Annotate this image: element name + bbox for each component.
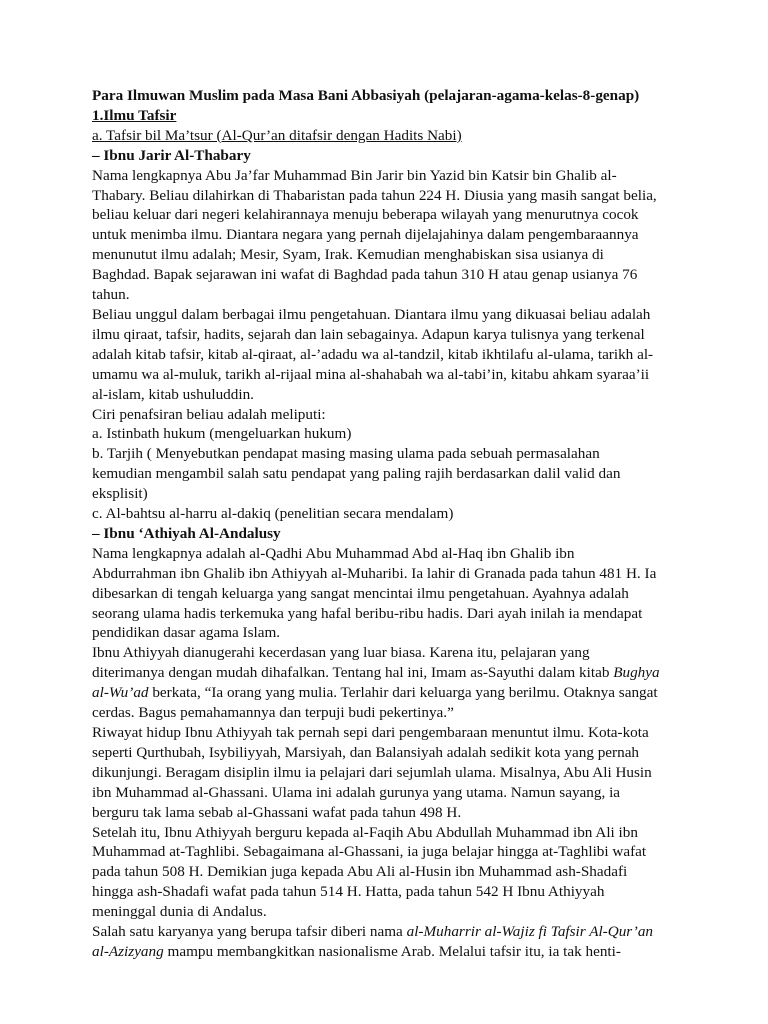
text-line: Abdurrahman ibn Ghalib ibn Athiyyah al-Muharibi. Ia lahir di Granada pada tahun 481 H. Ia xyxy=(92,564,657,582)
text-line: Riwayat hidup Ibnu Athiyyah tak pernah sepi dari pengembaraan menuntut ilmu. Kota-kota xyxy=(92,724,649,741)
text-line: Beliau unggul dalam berbagai ilmu pengetahuan. Diantara ilmu yang dikuasai beliau adalah xyxy=(92,305,651,323)
text-line: meninggal dunia di Andalus. xyxy=(92,903,267,921)
text-fragment: Salah satu karyanya yang berupa tafsir diberi nama xyxy=(92,923,407,941)
text-line: kemudian mengambil salah satu pendapat yang paling rajih berdasarkan dalil valid dan xyxy=(92,465,621,483)
document-title: Para Ilmuwan Muslim pada Masa Bani Abbasiyah (pelajaran-agama-kelas-8-genap) xyxy=(92,87,640,104)
text-line: dikunjungi. Beragam disiplin ilmu ia pelajari dari sejumlah ulama. Misalnya, Abu Ali Husin xyxy=(92,763,652,781)
text-fragment: berkata, “Ia orang yang mulia. Terlahir dari keluarga yang berilmu. Otaknya sangat xyxy=(148,684,658,702)
text-line: dibesarkan di tengah keluarga yang sangat mencintai ilmu pengetahuan. Ayahnya adalah xyxy=(92,584,629,602)
book-title-wuad: al-Wu’ad xyxy=(92,684,149,702)
text-line: ibn Muhammad al-Ghassani. Ulama ini adalah gurunya yang utama. Namun sayang, ia xyxy=(92,783,621,801)
athiyah-body xyxy=(92,544,682,962)
text-line: Nama lengkapnya adalah al-Qadhi Abu Muhammad Abd al-Haq ibn Ghalib ibn xyxy=(92,544,575,562)
text-line: a. Istinbath hukum (mengeluarkan hukum) xyxy=(92,425,352,443)
text-line: berguru tak lama sebab al-Ghassani wafat pada tahun 498 H. xyxy=(92,803,462,821)
text-line: Baghdad. Bapak sejarawan ini wafat di Baghdad pada tahun 310 H atau genap usianya 76 xyxy=(92,266,638,284)
text-line: pada tahun 508 H. Demikian juga kepada Abu Ali al-Husin ibn Muhammad ash-Shadafi xyxy=(92,863,628,881)
text-line-mixed xyxy=(92,663,682,683)
text-line: b. Tarjih ( Menyebutkan pendapat masing masing ulama pada sebuah permasalahan xyxy=(92,445,600,463)
text-line: ilmu qiraat, tafsir, hadits, sejarah dan lain sebagainya. Adapun karya tulisnya yang terkenal xyxy=(92,325,645,343)
text-line: untuk menimba ilmu. Diantara negara yang pernah dijelajahinya dalam pengembaraannya xyxy=(92,226,639,244)
text-line: al-islam, kitab ushuluddin. xyxy=(92,385,254,403)
text-line: Nama lengkapnya Abu Ja’far Muhammad Bin Jarir bin Yazid bin Katsir bin Ghalib al- xyxy=(92,166,617,184)
text-line: cerdas. Bagus pemahamannya dan terpuji budi pekertinya.” xyxy=(92,704,454,722)
text-line: pendidikan dasar agama Islam. xyxy=(92,624,281,642)
text-line: c. Al-bahtsu al-harru al-dakiq (penelitian secara mendalam) xyxy=(92,505,454,523)
tafsir-title-cont: al-Azizyang xyxy=(92,942,164,960)
text-line-mixed xyxy=(92,922,682,942)
text-line: Thabary. Beliau dilahirkan di Thabaristan pada tahun 224 H. Diusia yang masih sangat belia, xyxy=(92,186,657,204)
text-line: Ibnu Athiyyah dianugerahi kecerdasan yang luar biasa. Karena itu, pelajaran yang xyxy=(92,644,590,662)
figure-heading-athiyah: – Ibnu ‘Athiyah Al-Andalusy xyxy=(92,524,281,542)
thabary-body xyxy=(92,166,682,524)
tafsir-title: al-Muharrir al-Wajiz fi Tafsir Al-Qur’an xyxy=(406,923,654,941)
text-line: tahun. xyxy=(92,286,130,304)
text-fragment: mampu membangkitkan nasionalisme Arab. Melalui tafsir itu, ia tak henti- xyxy=(163,942,621,960)
text-line-mixed xyxy=(92,942,682,962)
book-title-bughya: Bughya xyxy=(613,664,660,682)
text-line: hingga ash-Shadafi wafat pada tahun 514 H. Hatta, pada tahun 542 H Ibnu Athiyyah xyxy=(92,883,605,901)
text-line: eksplisit) xyxy=(92,485,148,503)
text-fragment: diterimanya dengan mudah dihafalkan. Tentang hal ini, Imam as-Sayuthi dalam kitab xyxy=(92,664,610,682)
text-line: Muhammad at-Taghlibi. Sebagaimana al-Ghassani, ia juga belajar hingga at-Taghlibi wafat xyxy=(92,843,647,861)
section-heading: 1.Ilmu Tafsir xyxy=(92,106,177,124)
text-line: seorang ulama hadis terkemuka yang hafal beribu-ribu hadis. Dari ayah inilah ia mendapat xyxy=(92,604,643,622)
text-line: adalah kitab tafsir, kitab al-qiraat, al-’adadu wa al-tandzil, kitab ikhtilafu al-ulama, tarikh al- xyxy=(92,345,654,363)
text-line-mixed xyxy=(92,683,682,703)
text-line: Setelah itu, Ibnu Athiyyah berguru kepada al-Faqih Abu Abdullah Muhammad ibn Ali ibn xyxy=(92,823,638,841)
text-line: beliau keluar dari negeri kelahirannaya menuju beberapa wilayah yang menurutnya cocok xyxy=(92,206,639,224)
subsection-heading: a. Tafsir bil Ma’tsur (Al-Qur’an ditafsir dengan Hadits Nabi) xyxy=(92,126,462,144)
document-page xyxy=(92,86,682,962)
text-line: Ciri penafsiran beliau adalah meliputi: xyxy=(92,405,326,423)
text-line: umamu wa al-muluk, tarikh al-rijaal mina al-shahabah wa al-tabi’in, kitabu ahkam syaraa’ii xyxy=(92,365,650,383)
text-line: seperti Qurthubah, Isybiliyyah, Marsiyah, dan Balansiyah adalah sedikit kota yang pernah xyxy=(92,743,640,761)
figure-heading-thabary: – Ibnu Jarir Al-Thabary xyxy=(92,146,251,164)
text-line: menunutut ilmu adalah; Mesir, Syam, Irak. Kemudian menghabiskan sisa usianya di xyxy=(92,246,604,264)
